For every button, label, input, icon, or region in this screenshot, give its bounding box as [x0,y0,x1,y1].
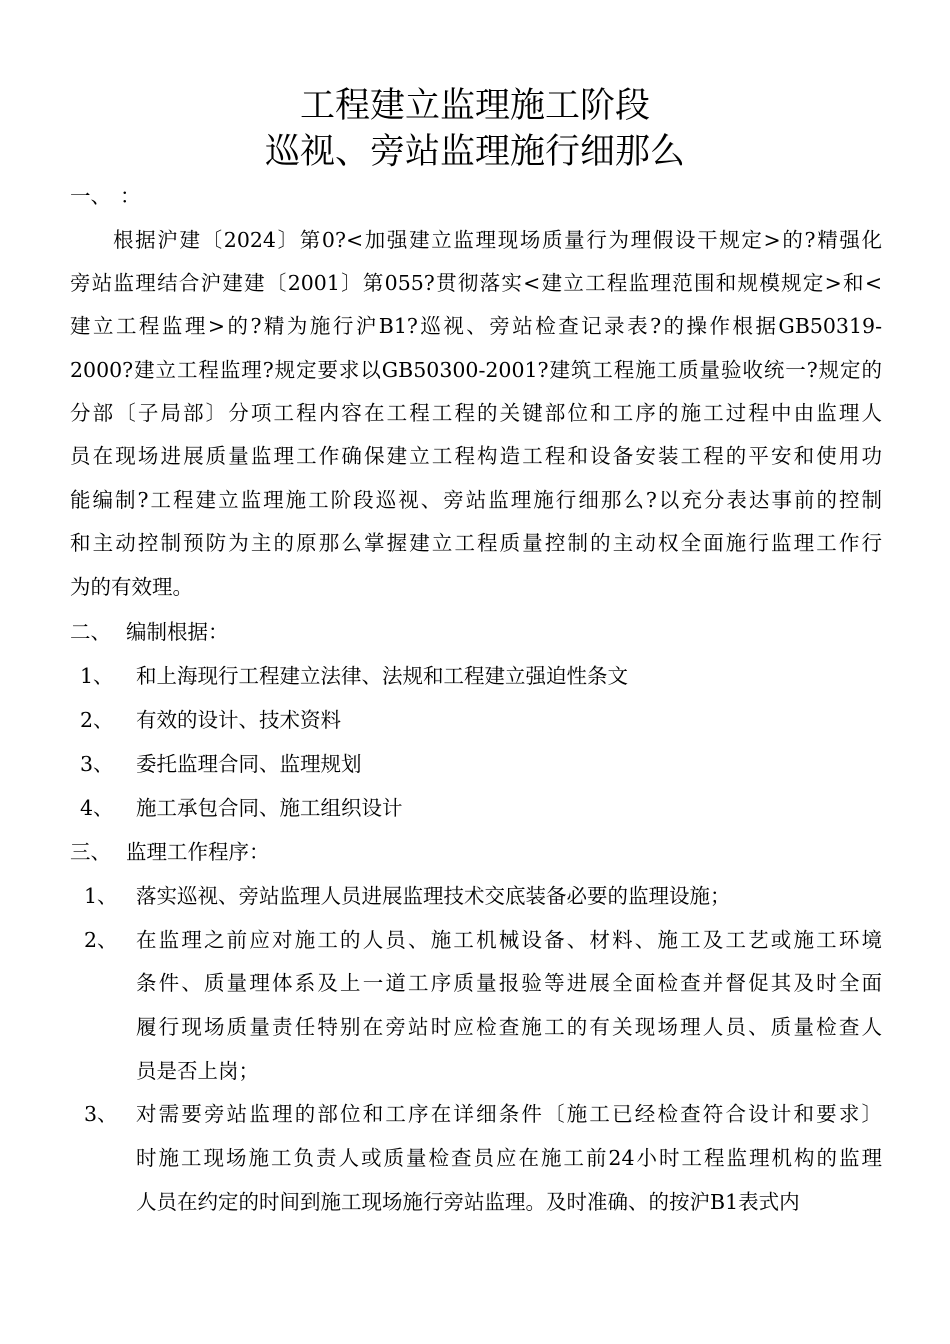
list-item-text: 履行现场质量责任特别在旁站时应检查施工的有关现场理人员、质量检查人 [136,1015,882,1039]
list-item-number: 3、 [80,752,114,776]
paragraph-line: 2000?建立工程监理?规定要求以GB50300-2001?建筑工程施工质量验收统一?规定的 [70,358,882,382]
document-title-line-2: 巡视、旁站监理施行细那么 [264,132,685,172]
paragraph-line: 分部〔子局部〕分项工程内容在工程工程的关键部位和工序的施工过程中由监理人 [70,401,882,425]
list-item-number: 1、 [80,664,114,688]
paragraph-line: 旁站监理结合沪建建〔2001〕第055?贯彻落实<建立工程监理范围和规模规定>和< [70,271,882,295]
document-title-line-1: 工程建立监理施工阶段 [299,86,650,126]
list-item-text: 时施工现场施工负责人或质量检查员应在施工前24小时工程监理机构的监理 [136,1146,882,1170]
list-item-number: 4、 [80,796,114,820]
section-1-label: ： [120,184,141,208]
section-2-number: 二、 [70,620,111,644]
list-item-number: 2、 [84,928,118,952]
paragraph-line: 为的有效理。 [70,575,193,599]
section-2-label: 编制根据： [126,620,229,644]
list-item-number: 1、 [84,884,118,908]
paragraph-line: 根据沪建〔2024〕第0?<加强建立监理现场质量行为理假设干规定>的?精强化 [113,228,882,252]
paragraph-line: 员在现场进展质量监理工作确保建立工程构造工程和设备安装工程的平安和使用功 [70,444,882,468]
list-item-text: 有效的设计、技术资料 [136,708,341,732]
section-3-number: 三、 [70,840,111,864]
list-item-number: 3、 [84,1102,118,1126]
list-item-text: 人员在约定的时间到施工现场施行旁站监理。及时准确、的按沪B1表式内 [136,1190,800,1214]
list-item-number: 2、 [80,708,114,732]
section-3-label: 监理工作程序： [126,840,270,864]
list-item-text: 和上海现行工程建立法律、法规和工程建立强迫性条文 [136,664,628,688]
list-item-text: 条件、质量理体系及上一道工序质量报验等进展全面检查并督促其及时全面 [136,971,882,995]
paragraph-line: 建立工程监理>的?精为施行沪B1?巡视、旁站检查记录表?的操作根据GB50319- [70,314,882,338]
list-item-text: 对需要旁站监理的部位和工序在详细条件〔施工已经检查符合设计和要求〕 [136,1102,882,1126]
list-item-text: 员是否上岗； [136,1059,259,1083]
list-item-text: 落实巡视、旁站监理人员进展监理技术交底装备必要的监理设施； [136,884,731,908]
list-item-text: 委托监理合同、监理规划 [136,752,362,776]
list-item-text: 施工承包合同、施工组织设计 [136,796,403,820]
list-item-text: 在监理之前应对施工的人员、施工机械设备、材料、施工及工艺或施工环境 [136,928,882,952]
section-1-number: 一、 [70,184,111,208]
paragraph-line: 能编制?工程建立监理施工阶段巡视、旁站监理施行细那么?以充分表达事前的控制 [70,488,882,512]
paragraph-line: 和主动控制预防为主的原那么掌握建立工程质量控制的主动权全面施行监理工作行 [70,531,882,555]
